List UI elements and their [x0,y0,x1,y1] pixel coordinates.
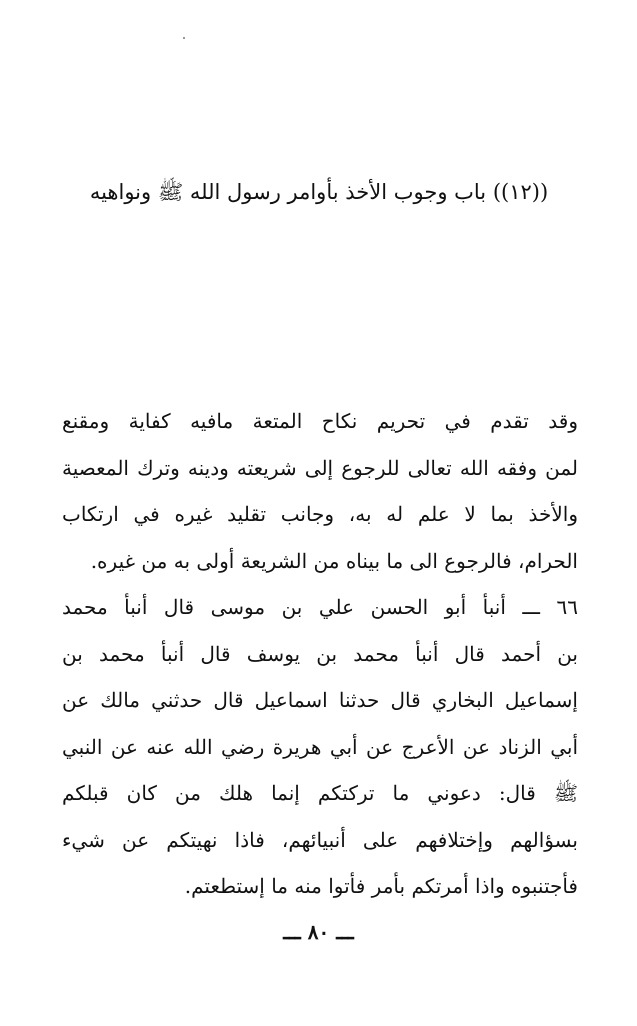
text-line: وقد تقدم في تحريم نكاح المتعة مافيه كفاية ومقنع [62,409,578,433]
text-line: فأجتنبوه واذا أمرتكم بأمر فأتوا منه ما إستطعتم. [184,874,578,898]
scan-speck [183,37,185,39]
text-line: ٦٦ ـــ أنبأ أبو الحسن علي بن موسى قال أنبأ محمد [62,595,578,619]
text-line: الحرام، فالرجوع الى ما بيناه من الشريعة أولى به من غيره. [90,548,578,573]
text-line: بن أحمد قال أنبأ محمد بن يوسف قال أنبأ محمد بن [62,641,578,666]
text-line: ﷺ قال: دعوني ما تركتكم إنما هلك من كان قبلكم [62,781,578,805]
text-line: إسماعيل البخاري قال حدثنا اسماعيل قال حدثني مالك عن [62,688,578,712]
text-line: بسؤالهم وإختلافهم على أنبيائهم، فاذا نهيتكم عن شيء [62,827,578,852]
text-line: والأخذ بما لا علم له به، وجانب تقليد غيره في ارتكاب [62,502,578,526]
body-text [62,398,578,910]
text-line: لمن وفقه الله تعالى للرجوع إلى شريعته ودينه وترك المعصية [62,455,578,480]
page-number: ـــ ٨٠ ـــ [283,920,354,944]
chapter-heading: ((١٢)) باب وجوب الأخذ بأوامر رسول الله ﷺ ونواهيه [89,180,549,204]
text-line: أبي الزناد عن الأعرج عن أبي هريرة رضي الله عنه عن النبي [62,734,578,759]
